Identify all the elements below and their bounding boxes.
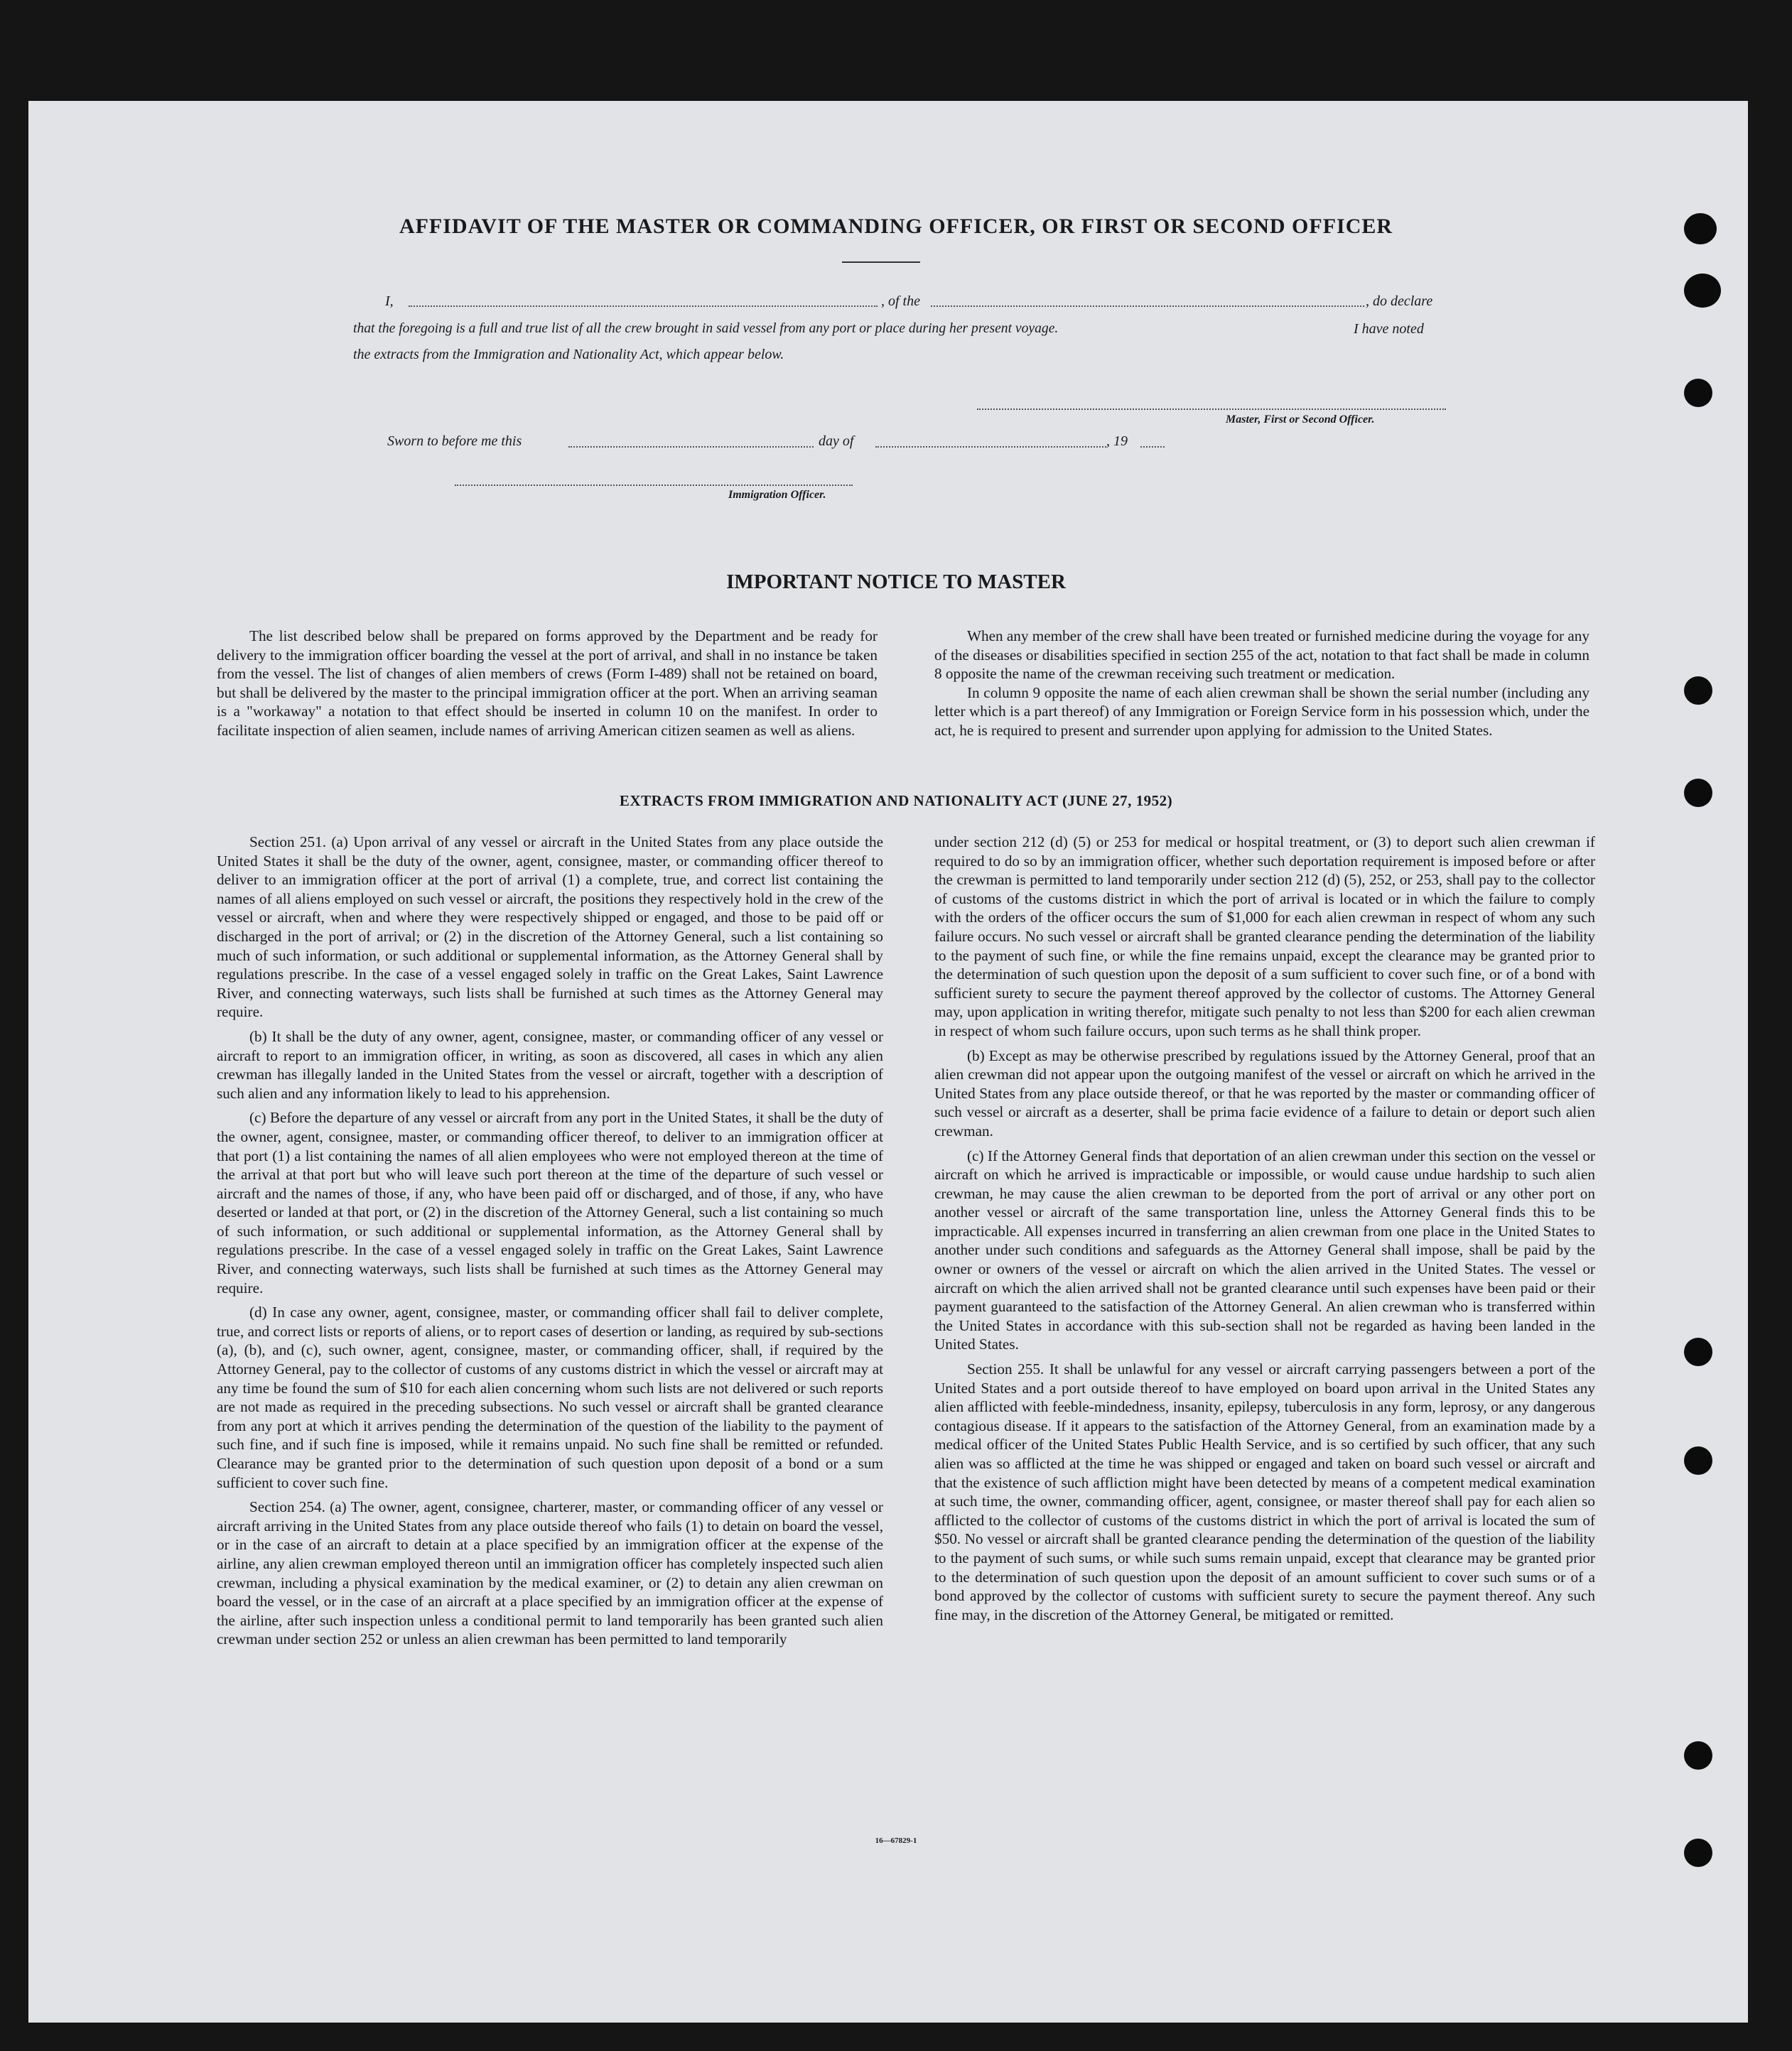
punch-hole (1684, 379, 1712, 407)
section-251-c: (c) Before the departure of any vessel or aircraft from any port in the United States, it shall be the duty of the owner, agent, consignee, master, or commanding officer thereof, to deliver to an immigration officer at that port (1) a list containing the names of all alien employees who were not employed thereon at the time of the arrival at that port but who will leave such port thereon at the time of the departure of such vessel or aircraft and the names of those, if any, who have been paid off or discharged, and of those, if any, who have deserted or landed at that port, or (2) in the discretion of the Attorney General, such a list containing so much of such information, or such additional or supplemental information, as the Attorney General shall by regulations prescribe. In the case of a vessel engaged solely in traffic on the Great Lakes, Saint Lawrence River, and connecting waterways, such lists shall be furnished at such times as the Attorney General may require. (217, 1109, 883, 1297)
master-signature-label: Master, First or Second Officer. (1226, 413, 1375, 426)
vessel-name-field[interactable] (931, 305, 1364, 307)
extracts-title: EXTRACTS FROM IMMIGRATION AND NATIONALITY ACT (JUNE 27, 1952) (619, 792, 1173, 809)
declarant-label: I, (385, 293, 394, 309)
extracts-left-column (217, 833, 883, 1655)
section-251-d: (d) In case any owner, agent, consignee, master, or commanding officer shall fail to deliver complete, true, and correct lists or reports of aliens, or to report cases of desertion or landing, as required by sub-sections (a), (b), and (c), such owner, agent, consignee, master, or commanding officer, shall, if required by the Attorney General, pay to the collector of customs of any customs district in which the vessel or aircraft may at any time be found the sum of $10 for each alien concerning whom such lists are not delivered or such reports are not made as required in the preceding subsections. No such vessel or aircraft shall be granted clearance from any port at which it arrives pending the determination of the question of the liability to the payment of such fine, and if such fine is imposed, while it remains unpaid. No such fine shall be remitted or refunded. Clearance may be granted prior to the determination of such question upon deposit of a bond or a sum sufficient to cover such fine. (217, 1304, 883, 1491)
section-254-a-cont: under section 212 (d) (5) or 253 for medical or hospital treatment, or (3) to deport such alien crewman if required to do so by an immigration officer, whether such deportation requirement is imposed before or after the crewman is permitted to land temporarily under section 212 (d) (5), 252, or 253, shall pay to the collector of customs of the customs district in which the port of arrival is located or in which the failure to comply with the orders of the officer occurs the sum of $1,000 for each alien crewman in respect of whom any such failure occurs. No such vessel or aircraft shall be granted clearance pending the determination of the liability to the payment of such fine, or while the fine remains unpaid, except the clearance may be granted prior to the determination of such question upon the deposit of a sum sufficient to cover such fine, or of a bond with sufficient surety to secure the payment thereof approved by the collector of customs. The Attorney General may, upon application in writing therefor, mitigate such penalty to not less than $200 for each alien crewman in respect of whom such failure occurs, upon such terms as he shall think proper. (934, 833, 1595, 1039)
form-code: 16—67829-1 (875, 1836, 917, 1845)
year-label: , 19 (1106, 433, 1128, 449)
declaration-line-2: that the foregoing is a full and true list of all the crew brought in said vessel from any port or place during her present voyage. (353, 321, 1059, 336)
sworn-label: Sworn to before me this (387, 433, 522, 449)
punch-hole (1684, 1338, 1712, 1366)
punch-hole (1684, 1741, 1712, 1770)
notice-title: IMPORTANT NOTICE TO MASTER (726, 570, 1066, 593)
sworn-year-field[interactable] (1140, 446, 1165, 448)
affidavit-title: AFFIDAVIT OF THE MASTER OR COMMANDING OFFICER, OR FIRST OR SECOND OFFICER (399, 215, 1393, 238)
section-254-a: Section 254. (a) The owner, agent, consignee, charterer, master, or commanding officer of any vessel or aircraft arriving in the United States from any place outside thereof who fails (1) to detain on board the vessel, or in the case of an aircraft to detain at a place specified by an immigration officer at the expense of the airline, any alien crewman employed thereon until an immigration officer has completely inspected such alien crewman, including a physical examination by the medical examiner, or (2) to detain any alien crewman on board the vessel, or in the case of an aircraft at a place specified by an immigration officer at the expense of the airline, after such inspection unless a conditional permit to land temporarily has been granted such alien crewman under section 252 or unless an alien crewman has been permitted to land temporarily (217, 1498, 883, 1648)
section-255: Section 255. It shall be unlawful for any vessel or aircraft carrying passengers between a port of the United States and a port outside thereof to have employed on board upon arrival in the United States any alien afflicted with feeble-mindedness, insanity, epilepsy, tuberculosis in any form, leprosy, or any dangerous contagious disease. If it appears to the satisfaction of the Attorney General, from an examination made by a medical officer of the United States Public Health Service, and is so certified by such officer, that any such alien was so afflicted at the time he was shipped or engaged and taken on board such vessel or aircraft and that the existence of such affliction might have been detected by means of a competent medical examination at such time, the owner, commanding officer, agent, consignee, or master thereof shall pay for each alien so afflicted to the collector of customs of the customs district in which the port of arrival is located the sum of $50. No vessel or aircraft shall be granted clearance pending the determination of the question of the liability to the payment of such sums, or while such sums remain unpaid, except that clearance may be granted prior to the determination of such question upon the deposit of an amount sufficient to cover such sums or of a bond approved by the collector of customs with sufficient surety to secure the payment thereof. Any such fine may, in the discretion of the Attorney General, be mitigated or remitted. (934, 1360, 1595, 1623)
declarant-name-field[interactable] (409, 305, 878, 307)
declaration-line-2-end: I have noted (1354, 321, 1424, 337)
master-signature-field[interactable] (977, 408, 1446, 410)
punch-hole (1684, 676, 1712, 705)
title-rule (842, 261, 920, 263)
section-254-c: (c) If the Attorney General finds that deportation of an alien crewman under this section on the vessel or aircraft on which he arrived is impracticable or impossible, or would cause undue hardship to such alien crewman, he may cause the alien crewman to be deported from the port of arrival or any other port on another vessel or aircraft of the same transportation line, unless the Attorney General finds this to be impracticable. All expenses incurred in transferring an alien crewman from one place in the United States to another under such conditions and safeguards as the Attorney General shall impose, shall be paid by the owner or owners of the vessel or aircraft on which the alien arrived in the United States. The vessel or aircraft on which the alien arrived shall not be granted clearance until such expenses have been paid or their payment guaranteed to the satisfaction of the Attorney General. An alien crewman who is transferred within the United States in accordance with this sub-section shall not be regarded as having been landed in the United States. (934, 1147, 1595, 1353)
section-251-b: (b) It shall be the duty of any owner, agent, consignee, master, or commanding officer of any vessel or aircraft to report to an immigration officer, in writing, as soon as discovered, all cases in which any alien crewman has illegally landed in the United States from the vessel or aircraft, together with a description of such alien and any information likely to lead to his apprehension. (217, 1027, 883, 1102)
immigration-officer-label: Immigration Officer. (728, 489, 826, 501)
immigration-officer-signature-field[interactable] (455, 485, 853, 486)
section-254-b: (b) Except as may be otherwise prescribed by regulations issued by the Attorney General, proof that an alien crewman did not appear upon the outgoing manifest of the vessel or aircraft on which he arrived in the United States from any place outside thereof, or that he was reported by the master or commanding officer of such vessel or aircraft as a deserter, shall be prima facie evidence of a failure to detain or deport such alien crewman. (934, 1046, 1595, 1140)
do-declare-label: , do declare (1366, 293, 1433, 309)
sworn-day-field[interactable] (568, 446, 814, 448)
section-251-a: Section 251. (a) Upon arrival of any vessel or aircraft in the United States from any place outside the United States it shall be the duty of the owner, agent, consignee, master, or commanding officer thereof to deliver to an immigration officer at the port of arrival (1) a complete, true, and correct list containing the names of all aliens employed on such vessel or aircraft, the positions they respectively hold in the crew of the vessel or aircraft, when and where they were respectively shipped or engaged, and those to be paid off or discharged in the port of arrival; or (2) in the discretion of the Attorney General, such a list containing so much of such information, or such additional or supplemental information, as the Attorney General shall by regulations prescribe. In the case of a vessel engaged solely in traffic on the Great Lakes, Saint Lawrence River, and connecting waterways, such lists shall be furnished at such times as the Attorney General may require. (217, 833, 883, 1021)
punch-hole (1684, 274, 1721, 308)
punch-hole (1684, 1446, 1712, 1475)
notice-right-paragraph-2: In column 9 opposite the name of each alien crewman shall be shown the serial number (including any letter which is a part thereof) of any Immigration or Foreign Service form in his possession which, under the act, he is required to present and surrender upon applying for admission to the United States. (934, 683, 1589, 739)
notice-left-column (217, 627, 878, 746)
declaration-line-3: the extracts from the Immigration and Nationality Act, which appear below. (353, 347, 784, 362)
notice-right-paragraph-1: When any member of the crew shall have been treated or furnished medicine during the voyage for any of the diseases or disabilities specified in section 255 of the act, notation to that fact shall be made in column 8 opposite the name of the crewman receiving such treatment or medication. (934, 627, 1589, 683)
notice-right-column (934, 627, 1589, 746)
day-of-label: day of (819, 433, 854, 449)
extracts-right-column (934, 833, 1595, 1630)
sworn-month-field[interactable] (875, 446, 1106, 448)
of-the-label: , of the (881, 293, 920, 309)
notice-left-paragraph: The list described below shall be prepared on forms approved by the Department and be ready for delivery to the immigration officer boarding the vessel at the port of arrival, and shall in no instance be taken from the vessel. The list of changes of alien members of crews (Form I-489) shall not be retained on board, but shall be delivered by the master to the principal immigration officer at the port. When an arriving seaman is a "workaway" a notation to that effect should be inserted in column 10 on the manifest. In order to facilitate inspection of alien seamen, include names of arriving American citizen seamen as well as aliens. (217, 627, 878, 739)
